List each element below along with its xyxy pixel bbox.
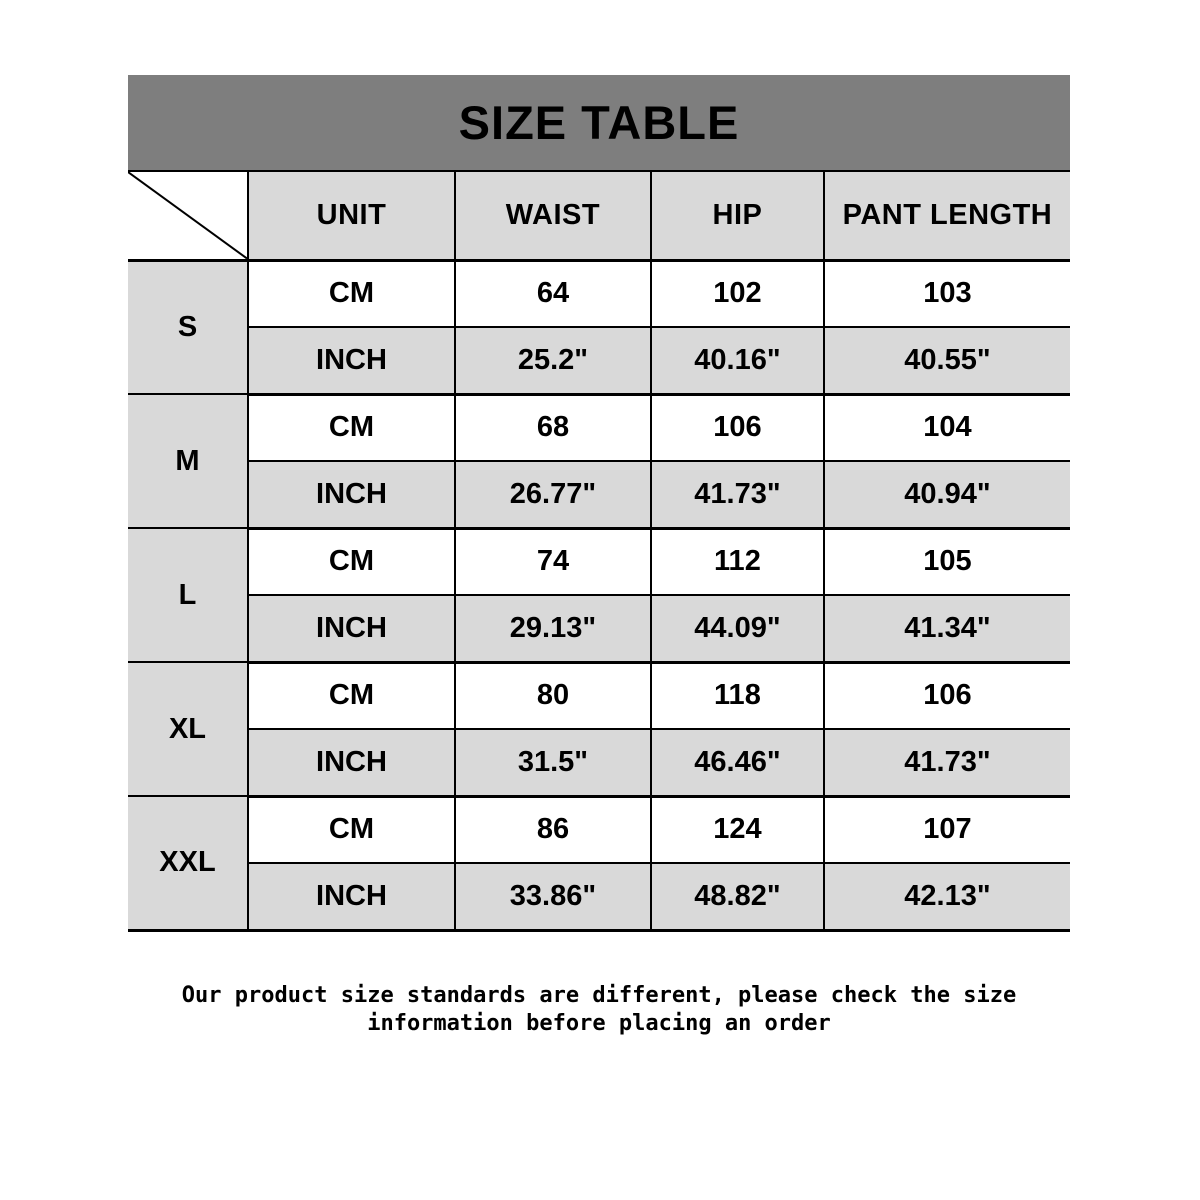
cell-l-inch-unit: INCH xyxy=(248,595,455,662)
cell-xxl-inch-pant-length: 42.13" xyxy=(824,863,1070,930)
row-xxl-inch xyxy=(128,863,1070,930)
cell-m-cm-pant-length: 104 xyxy=(824,394,1070,461)
row-m-cm xyxy=(128,394,1070,461)
cell-xl-inch-waist: 31.5" xyxy=(455,729,651,796)
row-xl-inch xyxy=(128,729,1070,796)
cell-xxl-cm-unit: CM xyxy=(248,796,455,863)
row-xxl-cm xyxy=(128,796,1070,863)
diagonal-header-cell xyxy=(128,172,248,260)
size-table-banner xyxy=(128,75,1070,172)
row-l-inch xyxy=(128,595,1070,662)
cell-xl-cm-pant-length: 106 xyxy=(824,662,1070,729)
footer-note-line1: Our product size standards are different, please check the size xyxy=(181,982,1017,1008)
cell-xxl-inch-waist: 33.86" xyxy=(455,863,651,930)
cell-s-inch-waist: 25.2" xyxy=(455,327,651,394)
size-table-title: SIZE TABLE xyxy=(458,96,740,149)
footer-note xyxy=(128,982,1070,1038)
cell-m-inch-unit: INCH xyxy=(248,461,455,528)
cell-xxl-cm-waist: 86 xyxy=(455,796,651,863)
cell-xl-inch-hip: 46.46" xyxy=(651,729,824,796)
cell-xl-cm-unit: CM xyxy=(248,662,455,729)
column-header-hip: HIP xyxy=(651,172,824,260)
size-label-xxl: XXL xyxy=(128,796,248,930)
cell-xl-inch-pant-length: 41.73" xyxy=(824,729,1070,796)
cell-s-cm-waist: 64 xyxy=(455,260,651,327)
cell-s-cm-unit: CM xyxy=(248,260,455,327)
size-chart-content xyxy=(128,75,1070,1038)
cell-l-cm-unit: CM xyxy=(248,528,455,595)
cell-l-cm-waist: 74 xyxy=(455,528,651,595)
row-s-cm xyxy=(128,260,1070,327)
size-label-s: S xyxy=(128,260,248,394)
column-header-waist: WAIST xyxy=(455,172,651,260)
row-m-inch xyxy=(128,461,1070,528)
cell-s-cm-hip: 102 xyxy=(651,260,824,327)
cell-s-inch-hip: 40.16" xyxy=(651,327,824,394)
cell-m-cm-waist: 68 xyxy=(455,394,651,461)
column-header-unit: UNIT xyxy=(248,172,455,260)
cell-m-cm-hip: 106 xyxy=(651,394,824,461)
footer-note-line2: information before placing an order xyxy=(367,1010,831,1036)
row-xl-cm xyxy=(128,662,1070,729)
size-table xyxy=(128,172,1070,932)
cell-m-inch-hip: 41.73" xyxy=(651,461,824,528)
cell-l-inch-pant-length: 41.34" xyxy=(824,595,1070,662)
cell-xl-inch-unit: INCH xyxy=(248,729,455,796)
cell-m-cm-unit: CM xyxy=(248,394,455,461)
row-s-inch xyxy=(128,327,1070,394)
cell-xxl-cm-hip: 124 xyxy=(651,796,824,863)
cell-xxl-inch-unit: INCH xyxy=(248,863,455,930)
column-header-pant-length: PANT LENGTH xyxy=(824,172,1070,260)
cell-m-inch-pant-length: 40.94" xyxy=(824,461,1070,528)
cell-xl-cm-waist: 80 xyxy=(455,662,651,729)
cell-xxl-cm-pant-length: 107 xyxy=(824,796,1070,863)
cell-l-cm-hip: 112 xyxy=(651,528,824,595)
cell-xl-cm-hip: 118 xyxy=(651,662,824,729)
cell-l-inch-waist: 29.13" xyxy=(455,595,651,662)
size-label-m: M xyxy=(128,394,248,528)
size-label-xl: XL xyxy=(128,662,248,796)
diagonal-line xyxy=(128,172,247,259)
size-label-l: L xyxy=(128,528,248,662)
cell-s-inch-unit: INCH xyxy=(248,327,455,394)
cell-s-inch-pant-length: 40.55" xyxy=(824,327,1070,394)
cell-m-inch-waist: 26.77" xyxy=(455,461,651,528)
row-l-cm xyxy=(128,528,1070,595)
header-row xyxy=(128,172,1070,260)
cell-s-cm-pant-length: 103 xyxy=(824,260,1070,327)
cell-xxl-inch-hip: 48.82" xyxy=(651,863,824,930)
cell-l-inch-hip: 44.09" xyxy=(651,595,824,662)
cell-l-cm-pant-length: 105 xyxy=(824,528,1070,595)
